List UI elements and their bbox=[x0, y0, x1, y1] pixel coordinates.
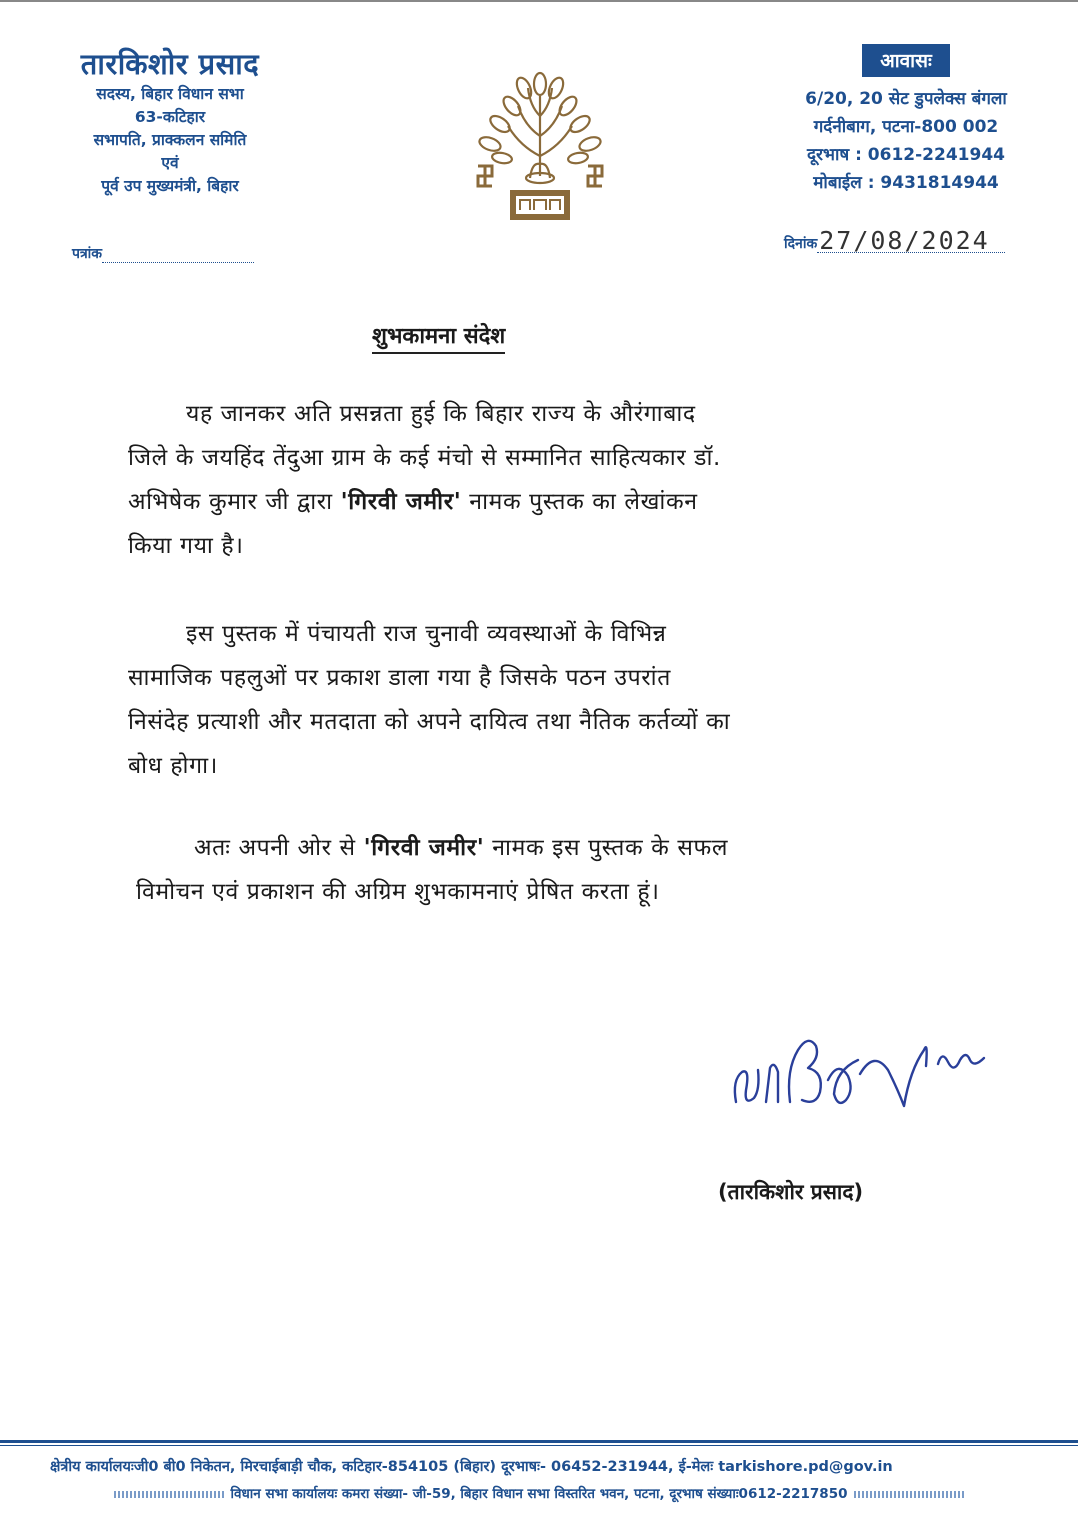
paragraph-3 bbox=[136, 826, 936, 914]
footer-divider bbox=[0, 1445, 1078, 1446]
handwritten-signature bbox=[728, 1010, 1008, 1120]
patrank-label: पत्रांक bbox=[72, 246, 103, 262]
address-line: 6/20, 20 सेट डुपलेक्स बंगला bbox=[805, 89, 1007, 109]
sender-name: तारकिशोर प्रसाद bbox=[80, 47, 260, 81]
residence-label: आवासः bbox=[862, 44, 950, 77]
text-line: सामाजिक पहलुओं पर प्रकाश डाला गया है जिसके पठन उपरांत bbox=[128, 665, 671, 691]
text-fragment: अभिषेक कुमार जी द्वारा bbox=[128, 489, 341, 515]
regional-office-address: क्षेत्रीय कार्यालयःजी0 बी0 निकेतन, मिरचाईबाड़ी चौक, कटिहार-854105 (बिहार) दूरभाषः- 06452-231944, ई-मेलः tarkishore.pd@gov.in bbox=[50, 1459, 893, 1475]
letterhead-right bbox=[760, 44, 1052, 197]
signer-name: (तारकिशोर प्रसाद) bbox=[718, 1180, 864, 1204]
text-line: बोध होगा। bbox=[128, 753, 218, 779]
text-line bbox=[128, 480, 928, 524]
designation-line: 63-कटिहार bbox=[134, 108, 206, 126]
reference-blank bbox=[102, 248, 254, 263]
assembly-office-address bbox=[0, 1484, 1078, 1502]
date-field bbox=[784, 226, 1005, 253]
decorative-stripe bbox=[114, 1491, 224, 1498]
text-line bbox=[136, 826, 936, 870]
bihar-emblem-icon bbox=[470, 66, 610, 226]
date-value: 27/08/2024 bbox=[819, 226, 990, 255]
footer-divider bbox=[0, 1440, 1078, 1443]
mobile-line: मोबाईल : 9431814944 bbox=[813, 173, 999, 193]
text-fragment: नामक पुस्तक का लेखांकन bbox=[461, 489, 698, 515]
text-line: विमोचन एवं प्रकाशन की अग्रिम शुभकामनाएं प्रेषित करता हूं। bbox=[136, 879, 660, 905]
subject-heading: शुभकामना संदेश bbox=[372, 320, 505, 354]
text-fragment: नामक इस पुस्तक के सफल bbox=[484, 835, 729, 861]
paragraph-1 bbox=[128, 392, 928, 568]
phone-line: दूरभाष : 0612-2241944 bbox=[807, 145, 1005, 165]
text-fragment: अतः अपनी ओर से bbox=[194, 835, 364, 861]
paragraph-2 bbox=[128, 612, 928, 788]
text-line: निसंदेह प्रत्याशी और मतदाता को अपने दायित्व तथा नैतिक कर्तव्यों का bbox=[128, 709, 731, 735]
letterhead-left bbox=[40, 44, 300, 198]
reference-number bbox=[72, 244, 254, 263]
assembly-office-text: विधान सभा कार्यालयः कमरा संख्या- जी-59, बिहार विधान सभा विस्तरित भवन, पटना, दूरभाष संख्याः0612-2217850 bbox=[230, 1486, 848, 1502]
decorative-stripe bbox=[854, 1491, 964, 1498]
designation-line: एवं bbox=[161, 154, 179, 172]
text-line: किया गया है। bbox=[128, 533, 244, 559]
top-border bbox=[0, 0, 1078, 2]
dinank-label: दिनांक bbox=[784, 236, 818, 252]
text-line: जिले के जयहिंद तेंदुआ ग्राम के कई मंचो से सम्मानित साहित्यकार डॉ. bbox=[128, 445, 721, 471]
date-blank bbox=[817, 226, 1005, 253]
book-title: 'गिरवी जमीर' bbox=[340, 489, 462, 515]
text-line: यह जानकर अति प्रसन्नता हुई कि बिहार राज्य के औरंगाबाद bbox=[186, 401, 696, 427]
book-title: 'गिरवी जमीर' bbox=[363, 835, 485, 861]
address-line: गर्दनीबाग, पटना-800 002 bbox=[813, 117, 999, 137]
designation-line: सभापति, प्राक्कलन समिति bbox=[93, 131, 247, 149]
text-line: इस पुस्तक में पंचायती राज चुनावी व्यवस्थाओं के विभिन्न bbox=[186, 621, 667, 647]
designation-line: सदस्य, बिहार विधान सभा bbox=[96, 85, 244, 103]
designation-line: पूर्व उप मुख्यमंत्री, बिहार bbox=[101, 177, 239, 195]
